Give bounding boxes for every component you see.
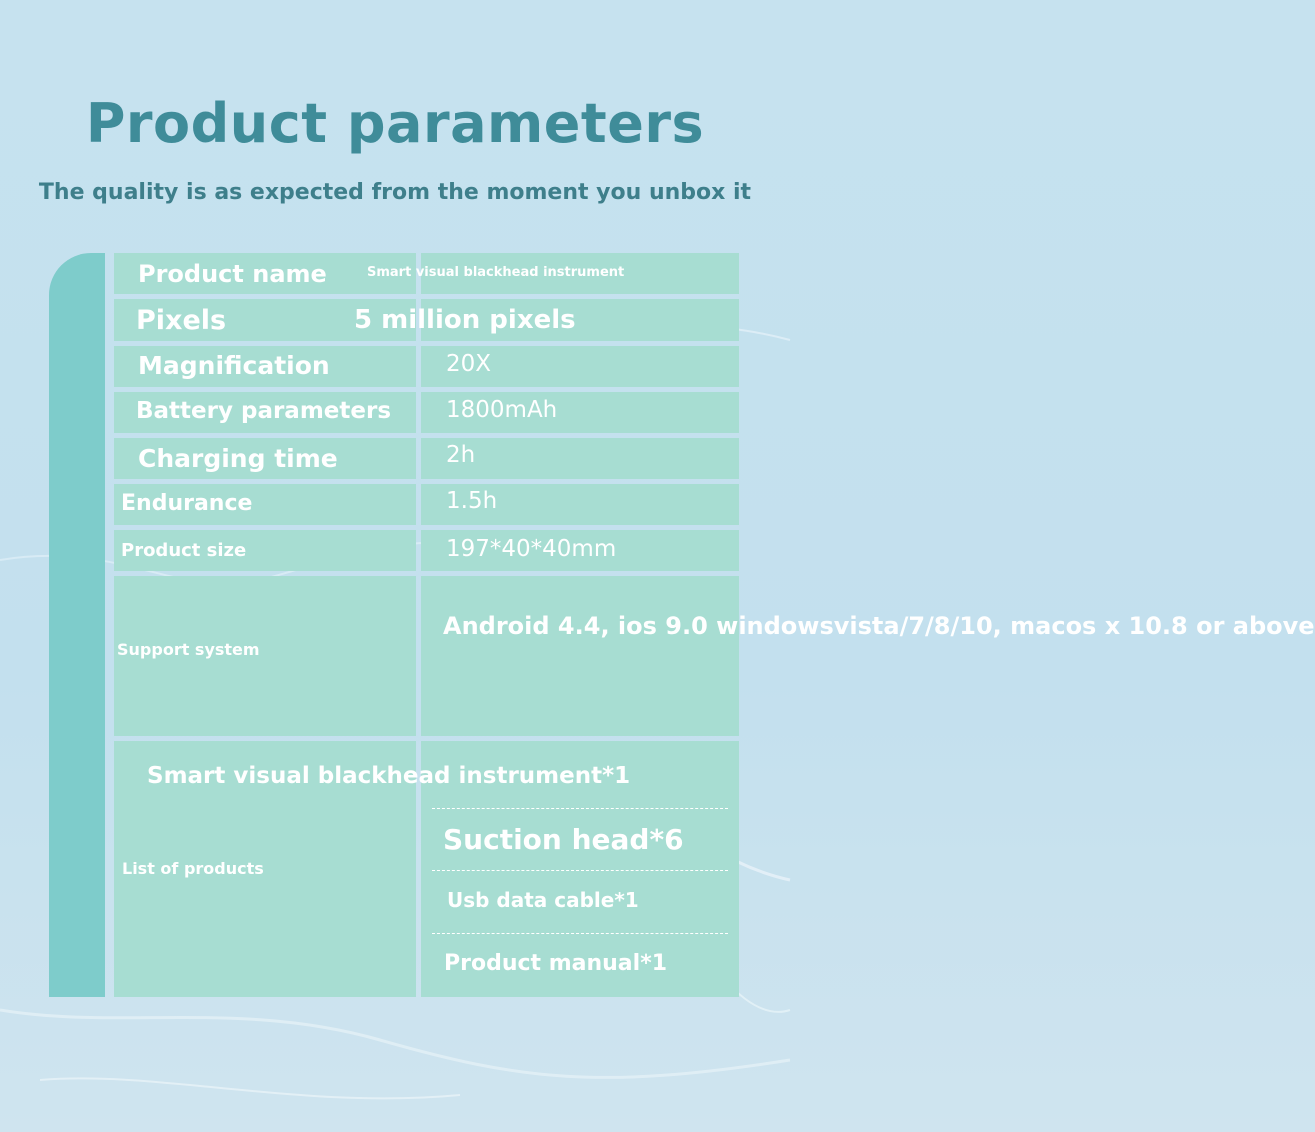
label-cell-charging-time: [114, 438, 416, 479]
row-value: 5 million pixels: [354, 305, 576, 335]
row-label: Product size: [121, 540, 247, 561]
value-cell-magnification: [421, 346, 739, 387]
product-list-item: Usb data cable*1: [447, 888, 639, 912]
label-cell-magnification: [114, 346, 416, 387]
value-cell-product-size: [421, 530, 739, 571]
value-cell-pixels: [354, 299, 739, 341]
row-value: Smart visual blackhead instrument: [367, 265, 625, 280]
page-title: Product parameters: [85, 92, 705, 155]
row-label: Product name: [138, 260, 327, 288]
value-cell-charging-time: [421, 438, 739, 479]
item-divider: [432, 808, 728, 809]
label-cell-endurance: [114, 484, 416, 525]
row-value: Android 4.4, ios 9.0 windowsvista/7/8/10, macos x 10.8 or above: [443, 612, 1315, 640]
row-label: Support system: [117, 640, 260, 659]
value-cell-support-system: [421, 576, 1315, 736]
accent-side-bar: [49, 253, 105, 997]
label-cell-battery-parameters: [114, 392, 416, 433]
row-value: 1.5h: [446, 488, 498, 514]
row-label: Endurance: [121, 491, 253, 516]
row-label: List of products: [122, 859, 264, 878]
item-divider: [432, 933, 728, 934]
value-cell-battery-parameters: [421, 392, 739, 433]
row-label: Charging time: [138, 444, 338, 473]
label-cell-product-size: [114, 530, 416, 571]
row-label: Battery parameters: [136, 398, 392, 424]
value-cell-product-name: [367, 253, 739, 294]
row-value: 20X: [446, 351, 492, 377]
product-list-item: Smart visual blackhead instrument*1: [147, 763, 631, 789]
row-value: 197*40*40mm: [446, 536, 617, 562]
row-value: 1800mAh: [446, 397, 558, 423]
label-cell-support-system: [114, 576, 416, 736]
page-subtitle: The quality is as expected from the moment you unbox it: [38, 180, 752, 205]
product-list-item: Product manual*1: [444, 951, 668, 976]
item-divider: [432, 870, 728, 871]
row-value: 2h: [446, 442, 476, 468]
value-cell-endurance: [421, 484, 739, 525]
product-list-item: Suction head*6: [443, 823, 684, 856]
row-label: Pixels: [136, 305, 227, 336]
row-label: Magnification: [138, 351, 330, 380]
